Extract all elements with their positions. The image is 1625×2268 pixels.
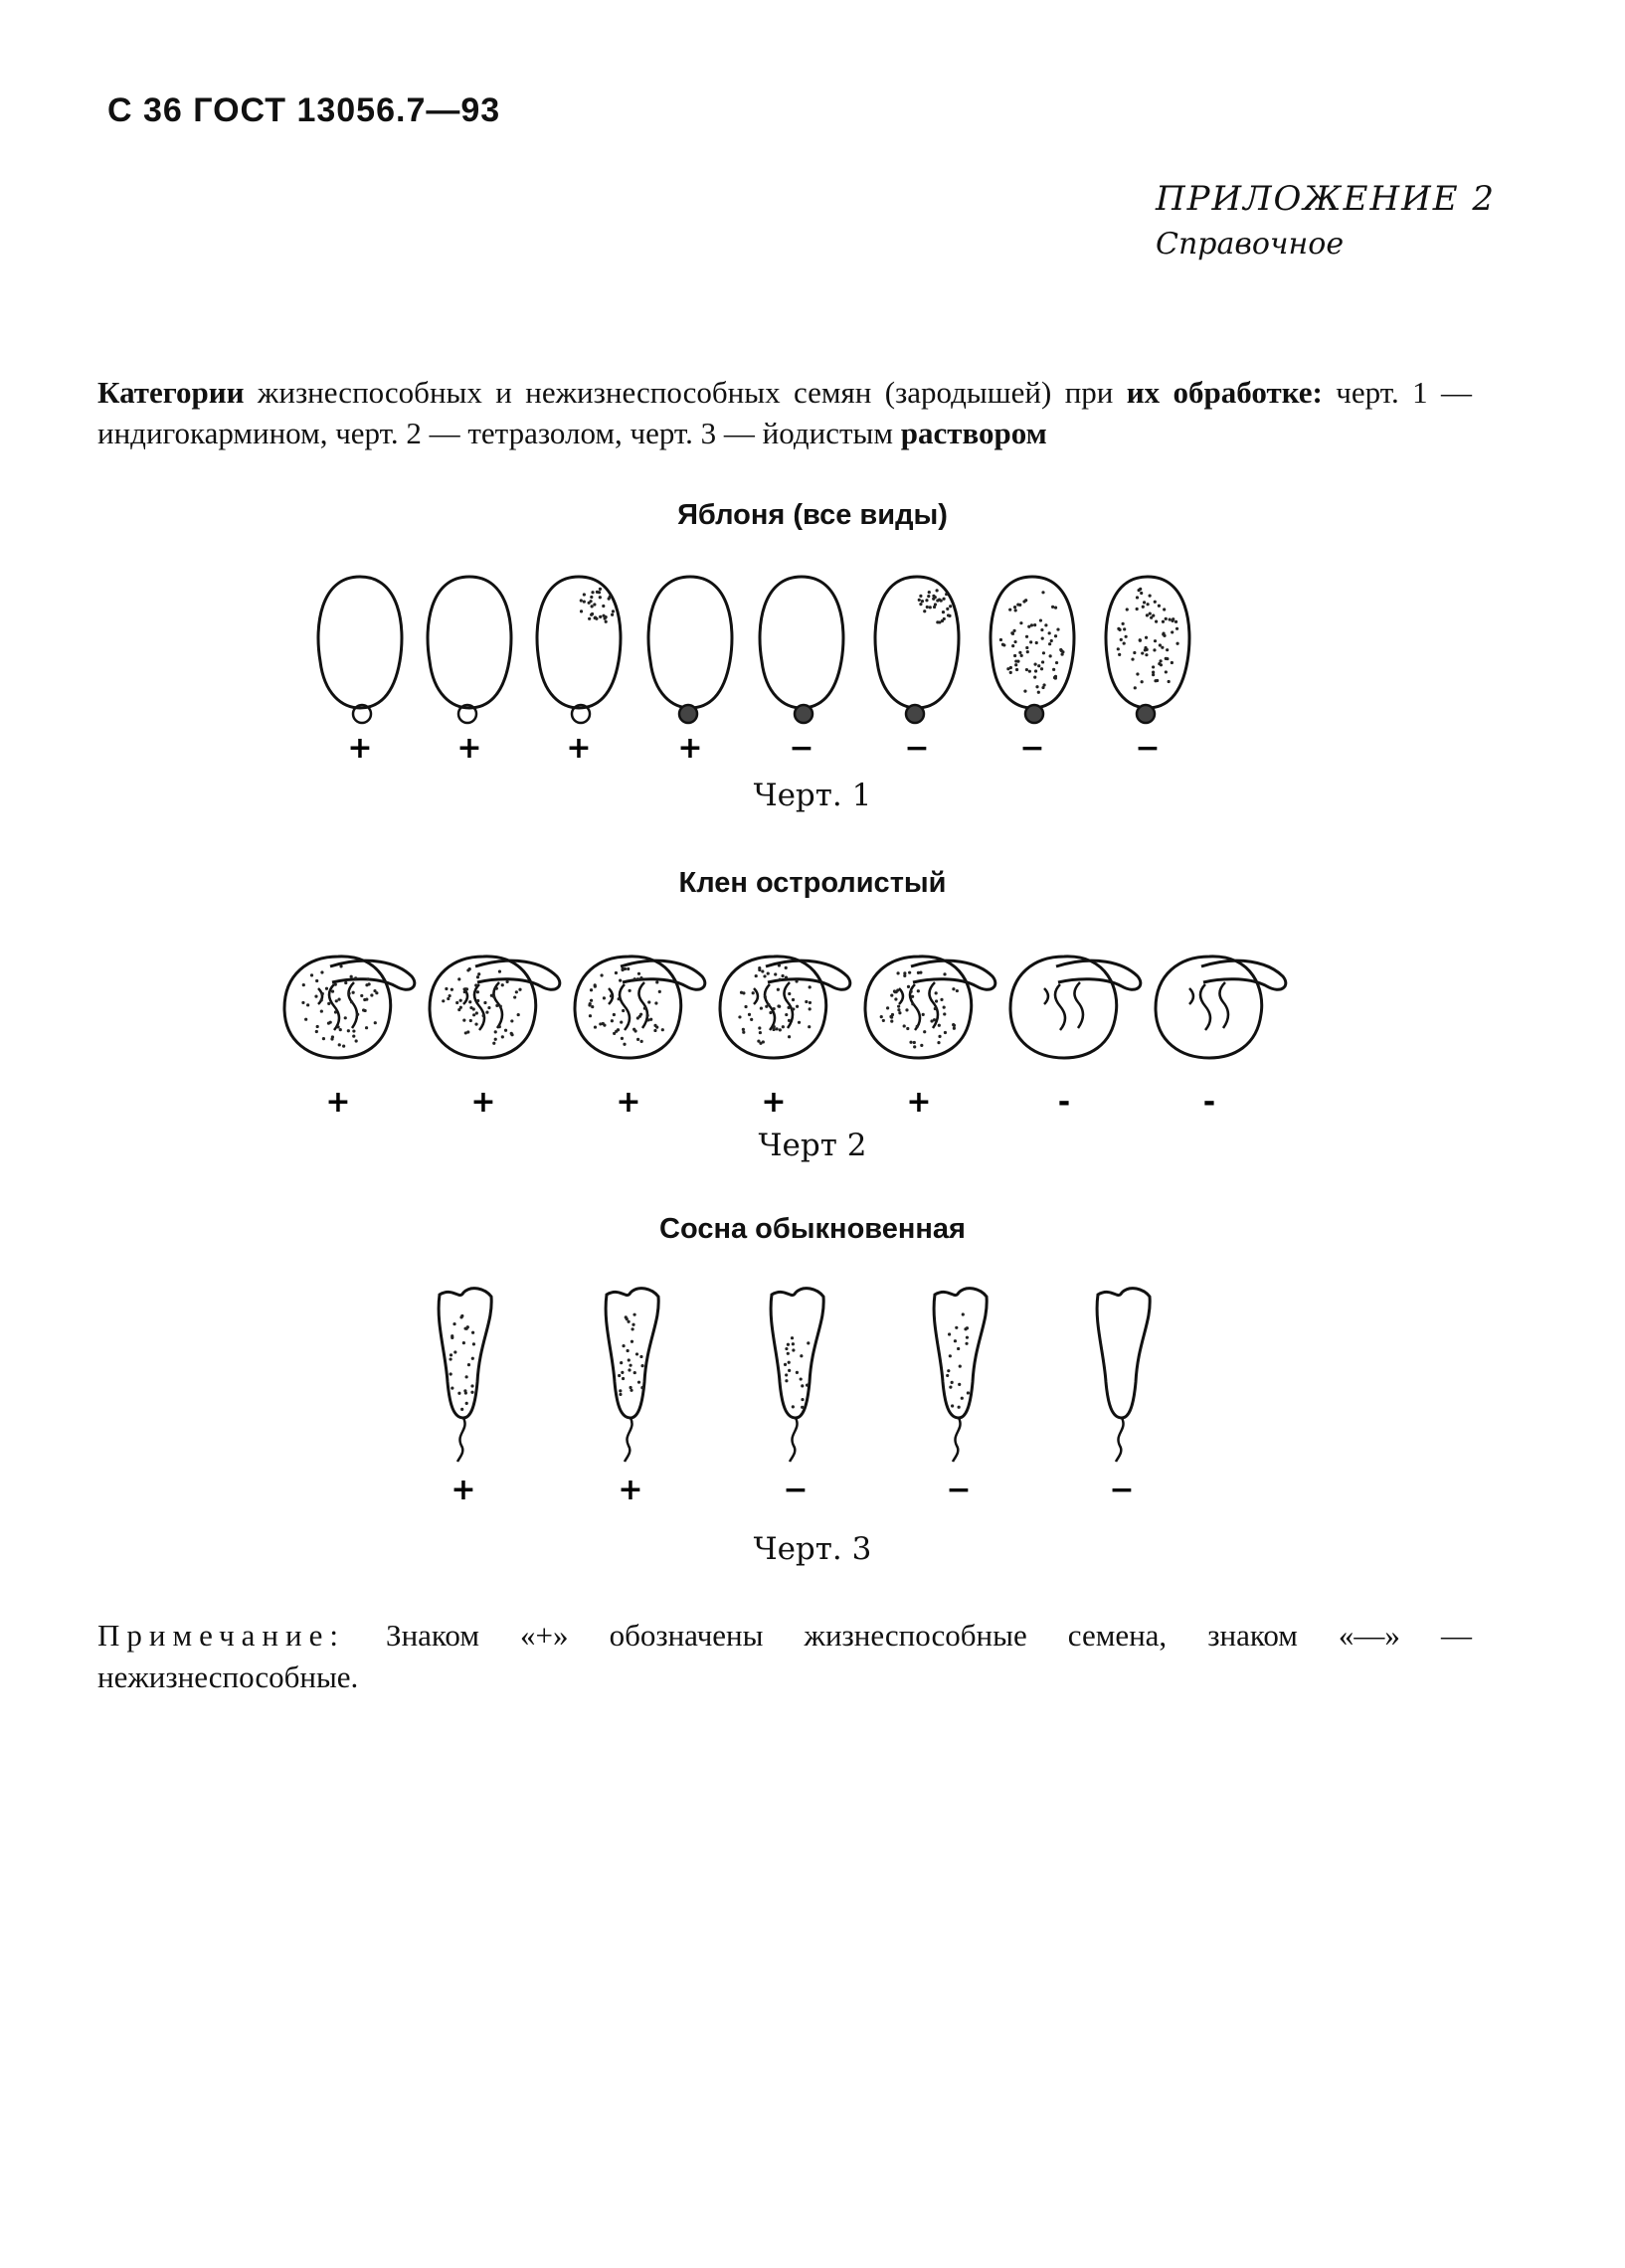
viability-sign: − (1019, 731, 1045, 766)
pine-seed (934, 1289, 987, 1462)
viability-sign: + (470, 1085, 496, 1120)
maple-seed (865, 957, 995, 1058)
pine-seed (1097, 1289, 1150, 1462)
note-text: Знаком «+» обозначены жизнеспособные семена, знаком «—» — нежизнеспособные. (97, 1618, 1472, 1694)
maple-seed (575, 957, 705, 1058)
intro-part3: их обработке: (1126, 375, 1323, 410)
maple-seed (720, 957, 850, 1058)
viability-sign: + (566, 731, 592, 766)
viability-sign: + (325, 1085, 351, 1120)
figure-3-seed-drawings (0, 1283, 1625, 1511)
page-header-code: С 36 ГОСТ 13056.7—93 (107, 91, 501, 129)
viability-sign: + (761, 1085, 787, 1120)
apple-seed (318, 577, 402, 723)
apple-seed (991, 577, 1074, 723)
viability-sign: + (906, 1085, 932, 1120)
apple-seed (760, 577, 843, 723)
intro-paragraph (97, 372, 1472, 453)
pine-seed (771, 1289, 823, 1462)
figure-2-seed-drawings (0, 935, 1625, 1124)
maple-seed (430, 957, 560, 1058)
figure-2-species-title: Клен остролистый (678, 867, 947, 899)
viability-sign: + (618, 1473, 643, 1507)
maple-seed (284, 957, 415, 1058)
viability-sign: − (904, 731, 930, 766)
apple-seed (537, 577, 621, 723)
viability-sign: − (789, 731, 814, 766)
intro-part1: Категории (97, 375, 245, 410)
figure-3-species-title: Сосна обыкновенная (659, 1213, 966, 1245)
viability-sign: + (677, 731, 703, 766)
viability-sign: - (1057, 1085, 1071, 1120)
viability-sign: − (1109, 1473, 1135, 1507)
apple-seed (1106, 577, 1189, 723)
maple-seed (1010, 957, 1141, 1058)
figure-3-caption: Черт. 3 (753, 1531, 872, 1567)
figure-1-caption: Черт. 1 (753, 778, 872, 813)
appendix-type: Справочное (1156, 227, 1345, 262)
intro-part4: черт. 1 — индигокармином, черт. 2 — тетразолом, черт. 3 — йодистым (97, 375, 1473, 450)
viability-sign: + (451, 1473, 476, 1507)
viability-sign: − (1135, 731, 1161, 766)
figure-1-seed-drawings (0, 567, 1625, 766)
note-paragraph (97, 1615, 1472, 1698)
pine-seed (606, 1289, 658, 1462)
intro-part5: раствором (900, 416, 1047, 450)
apple-seed (648, 577, 732, 723)
viability-sign: - (1202, 1085, 1216, 1120)
appendix-title: ПРИЛОЖЕНИЕ 2 (1156, 179, 1497, 219)
viability-sign: − (946, 1473, 972, 1507)
note-label: Примечание: (97, 1618, 345, 1653)
apple-seed (875, 577, 959, 723)
pine-seed (439, 1289, 491, 1462)
viability-sign: − (783, 1473, 809, 1507)
intro-part2: жизнеспособных и нежизнеспособных семян (зародышей) при (244, 375, 1127, 410)
maple-seed (1156, 957, 1286, 1058)
apple-seed (428, 577, 511, 723)
viability-sign: + (347, 731, 373, 766)
viability-sign: + (456, 731, 482, 766)
figure-2-caption: Черт 2 (758, 1128, 867, 1163)
viability-sign: + (616, 1085, 641, 1120)
figure-1-species-title: Яблоня (все виды) (677, 499, 948, 531)
